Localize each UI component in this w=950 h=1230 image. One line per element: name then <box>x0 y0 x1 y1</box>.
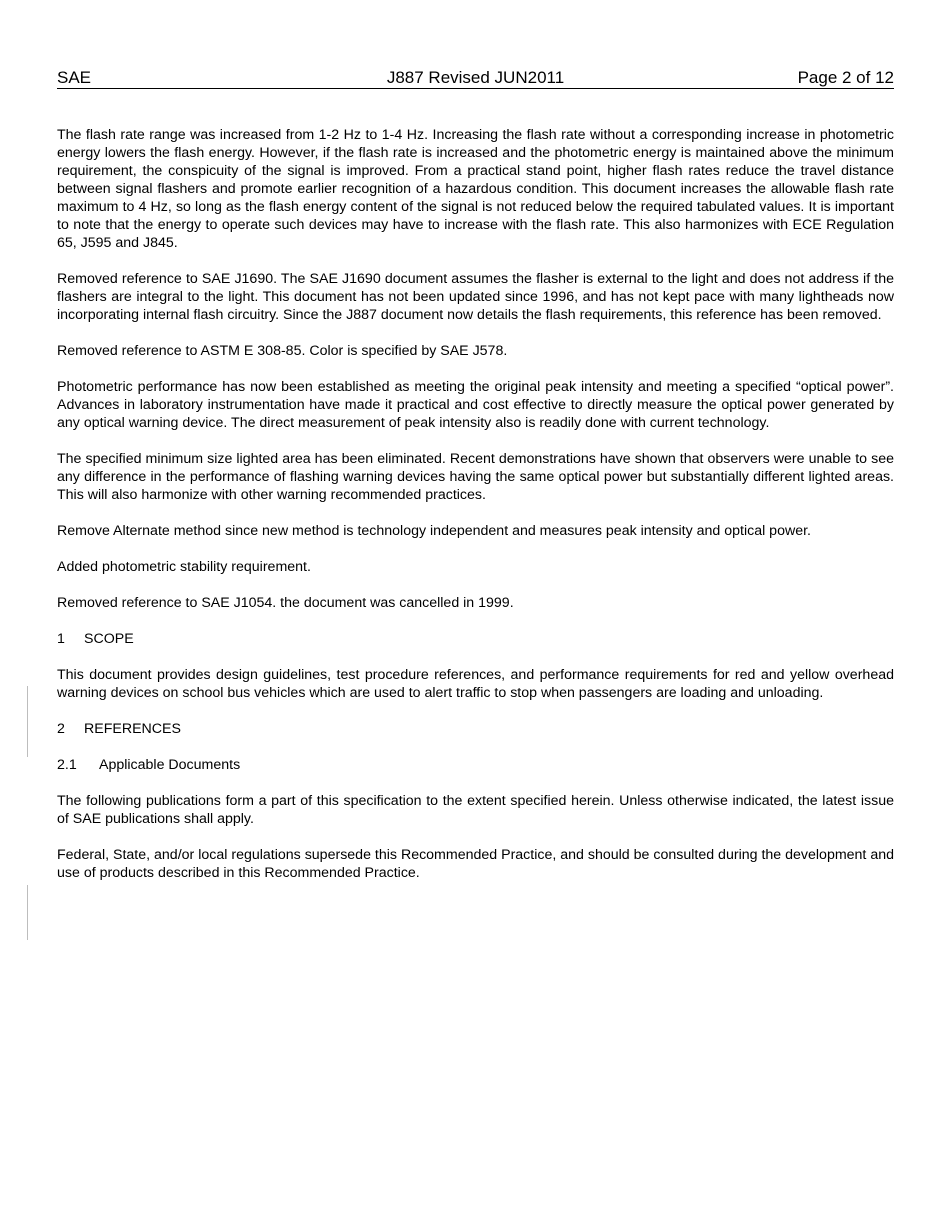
header-document-id: J887 Revised JUN2011 <box>386 68 565 87</box>
header-org: SAE <box>57 68 92 87</box>
section-heading-applicable-documents <box>57 756 894 774</box>
paragraph-stability: Added photometric stability requirement. <box>57 559 311 575</box>
section-heading-references <box>57 720 894 738</box>
paragraph-j1054: Removed reference to SAE J1054. the document was cancelled in 1999. <box>57 595 514 611</box>
section-title: SCOPE <box>84 631 134 647</box>
change-bar-scope <box>27 686 28 757</box>
paragraph-astm: Removed reference to ASTM E 308-85. Color is specified by SAE J578. <box>57 343 508 359</box>
paragraph-scope: This document provides design guidelines, test procedure references, and performance requirements for red and yellow overhead warning devices on school bus vehicles which are used to alert traffic to stop when passengers are loading and unloading. <box>57 667 894 701</box>
section-number: 2 <box>57 721 65 737</box>
document-body <box>57 126 894 900</box>
paragraph-regulations: Federal, State, and/or local regulations supersede this Recommended Practice, and should be consulted during the development and use of products described in this Recommended Practice. <box>57 847 894 881</box>
paragraph-j1690: Removed reference to SAE J1690. The SAE J1690 document assumes the flasher is external to the light and does not address if the flashers are integral to the light. This document has not been updated since 1996, and has not kept pace with many lightheads now incorporating internal flash circuitry. Since the J887 document now details the flash requirements, this reference has been removed. <box>57 271 894 323</box>
change-bar-regulations <box>27 885 28 940</box>
paragraph-flash-rate: The flash rate range was increased from 1-2 Hz to 1-4 Hz. Increasing the flash rate without a corresponding increase in photometric energy lowers the flash energy. However, if the flash rate is increased and the photometric energy is maintained above the minimum requirement, the conspicuity of the signal is improved. From a practical stand point, higher flash rates reduce the travel distance between signal flashers and promote earlier recognition of a hazardous condition. This document increases the allowable flash rate maximum to 4 Hz, so long as the flash energy content of the signal is not reduced below the required tabulated values. It is important to note that the energy to operate such devices may have to increase with the flash rate. This also harmonizes with ECE Regulation 65, J595 and J845. <box>57 127 894 251</box>
paragraph-publications: The following publications form a part of this specification to the extent specified herein. Unless otherwise indicated, the latest issue of SAE publications shall apply. <box>57 793 894 827</box>
header-page-number: Page 2 of 12 <box>797 68 894 87</box>
paragraph-lighted-area: The specified minimum size lighted area has been eliminated. Recent demonstrations have shown that observers were unable to see any difference in the performance of flashing warning devices having the same optical power but substantially different lighted areas. This will also harmonize with other warning recommended practices. <box>57 451 894 503</box>
section-title: REFERENCES <box>84 721 181 737</box>
paragraph-alternate-method: Remove Alternate method since new method is technology independent and measures peak intensity and optical power. <box>57 523 811 539</box>
paragraph-photometric: Photometric performance has now been established as meeting the original peak intensity and meeting a specified “optical power”. Advances in laboratory instrumentation have made it practical and cost effective to directly measure the optical power generated by any optical warning device. The direct measurement of peak intensity also is readily done with current technology. <box>57 379 894 431</box>
section-title: Applicable Documents <box>99 757 241 773</box>
page-header <box>57 68 894 89</box>
section-number: 1 <box>57 631 65 647</box>
section-number: 2.1 <box>57 757 77 773</box>
section-heading-scope <box>57 630 894 648</box>
